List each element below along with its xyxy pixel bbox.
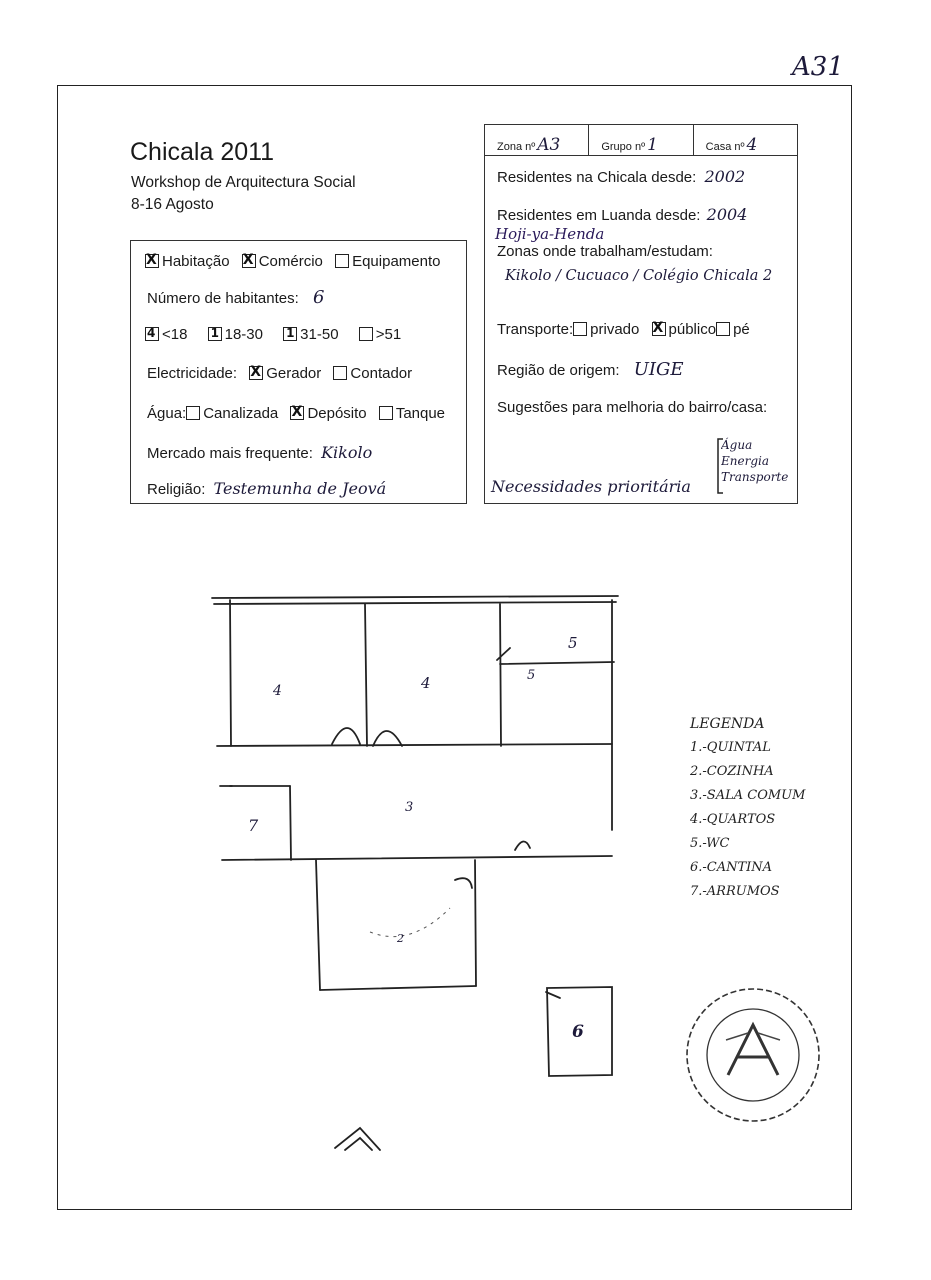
habitacao-checkbox[interactable]: X — [145, 254, 159, 268]
canalizada-label: Canalizada — [203, 405, 279, 422]
sugestao-item[interactable]: Transporte — [721, 470, 789, 484]
habitacao-label: Habitação — [162, 253, 230, 270]
habitantes-label: Número de habitantes: — [147, 290, 299, 307]
household-form — [130, 240, 467, 504]
room-label: 4 — [421, 674, 431, 692]
canalizada-checkbox[interactable] — [186, 406, 200, 420]
transporte-row — [497, 321, 750, 338]
origem-label: Região de origem: — [497, 362, 620, 379]
id-header-row — [485, 125, 797, 156]
transporte-label: Transporte: — [497, 321, 574, 338]
comercio-label: Comércio — [258, 253, 323, 270]
age-31-50-label: 31-50 — [300, 326, 339, 343]
legend-item: 1.-QUINTAL — [690, 740, 771, 755]
tanque-label: Tanque — [395, 405, 446, 422]
contador-label: Contador — [350, 365, 413, 382]
pe-label: pé — [733, 321, 750, 338]
sugestao-item[interactable]: Água — [721, 438, 753, 452]
equipamento-label: Equipamento — [352, 253, 441, 270]
use-row — [145, 253, 440, 270]
age-over51-box[interactable] — [359, 327, 373, 341]
room-label: 3 — [405, 800, 414, 815]
habitantes-value[interactable]: 6 — [312, 287, 325, 308]
casa-label: Casa nº — [705, 141, 745, 153]
agua-row — [147, 405, 445, 422]
mercado-row — [147, 443, 372, 462]
legend-item: 6.-CANTINA — [690, 860, 773, 875]
zonas-label: Zonas onde trabalham/estudam: — [497, 243, 713, 260]
deposito-checkbox[interactable]: X — [290, 406, 304, 420]
gerador-label: Gerador — [266, 365, 322, 382]
electricidade-label: Electricidade: — [147, 365, 238, 382]
mercado-value[interactable]: Kikolo — [321, 443, 373, 462]
religiao-value[interactable]: Testemunha de Jeová — [213, 479, 387, 498]
luanda-value[interactable]: 2004 — [706, 205, 748, 224]
publico-checkbox[interactable]: X — [652, 322, 666, 336]
casa-cell — [693, 125, 797, 155]
sugestao-item[interactable]: Energia — [721, 454, 769, 468]
sugestoes-bracket — [715, 437, 725, 497]
legend-item: 3.-SALA COMUM — [690, 788, 806, 803]
sheet-number: A31 — [792, 52, 844, 82]
age-18-30-box[interactable]: 1 — [208, 327, 222, 341]
comercio-checkbox[interactable]: X — [242, 254, 256, 268]
pe-checkbox[interactable] — [716, 322, 730, 336]
tanque-checkbox[interactable] — [379, 406, 393, 420]
age-31-50-box[interactable]: 1 — [283, 327, 297, 341]
room-label: 7 — [248, 816, 259, 835]
habitantes-row — [147, 287, 324, 308]
zona-label: Zona nº — [497, 141, 536, 153]
luanda-label: Residentes em Luanda desde: — [497, 207, 701, 224]
age-over51-label: >51 — [375, 326, 402, 343]
room-label: 5 — [527, 668, 536, 683]
chicala-row — [497, 167, 745, 186]
legend-item: 2.-COZINHA — [690, 764, 774, 779]
room-label: 4 — [273, 683, 282, 699]
gerador-checkbox[interactable]: X — [249, 366, 263, 380]
chicala-label: Residentes na Chicala desde: — [497, 169, 697, 186]
age-under18-label: <18 — [162, 326, 188, 343]
legend-item: 4.-QUARTOS — [690, 812, 776, 827]
residence-form — [484, 124, 798, 504]
age-18-30-label: 18-30 — [224, 326, 263, 343]
contador-checkbox[interactable] — [333, 366, 347, 380]
subtitle-workshop: Workshop de Arquitectura Social — [131, 174, 356, 191]
religiao-label: Religião: — [147, 481, 206, 498]
zona-value[interactable]: A3 — [537, 135, 561, 155]
publico-label: público — [668, 321, 717, 338]
chicala-value[interactable]: 2002 — [704, 167, 746, 186]
grupo-value[interactable]: 1 — [647, 135, 658, 155]
legend-title: LEGENDA — [690, 716, 765, 732]
age-row — [145, 326, 401, 343]
page-subtitle — [131, 172, 356, 216]
legend-item: 5.-WC — [690, 836, 730, 851]
legend-item: 7.-ARRUMOS — [690, 884, 780, 899]
origem-value[interactable]: UIGE — [633, 359, 684, 380]
privado-label: privado — [590, 321, 640, 338]
room-label: 5 — [568, 634, 578, 652]
sugestoes-value[interactable]: Necessidades prioritária — [491, 477, 691, 496]
equipamento-checkbox[interactable] — [335, 254, 349, 268]
room-label: 2 — [397, 932, 404, 945]
sugestoes-list — [721, 437, 799, 485]
zonas-value[interactable]: Kikolo / Cucuaco / Colégio Chicala 2 — [505, 268, 773, 284]
luanda-extra[interactable]: Hoji-ya-Henda — [495, 225, 605, 243]
luanda-row — [497, 205, 747, 224]
deposito-label: Depósito — [307, 405, 367, 422]
page-title: Chicala 2011 — [130, 138, 275, 166]
subtitle-dates: 8-16 Agosto — [131, 196, 214, 213]
grupo-label: Grupo nº — [601, 141, 646, 153]
casa-value[interactable]: 4 — [746, 135, 758, 155]
university-stamp-icon — [678, 985, 828, 1135]
mercado-label: Mercado mais frequente: — [147, 445, 313, 462]
age-under18-box[interactable]: 4 — [145, 327, 159, 341]
zona-cell — [485, 125, 588, 155]
privado-checkbox[interactable] — [573, 322, 587, 336]
room-label: 6 — [572, 1022, 584, 1042]
grupo-cell — [588, 125, 692, 155]
plan-legend — [690, 712, 805, 904]
religiao-row — [147, 479, 386, 498]
sugestoes-label: Sugestões para melhoria do bairro/casa: — [497, 399, 768, 416]
agua-label: Água: — [147, 405, 187, 422]
electricidade-row — [147, 365, 412, 382]
origem-row — [497, 359, 684, 380]
